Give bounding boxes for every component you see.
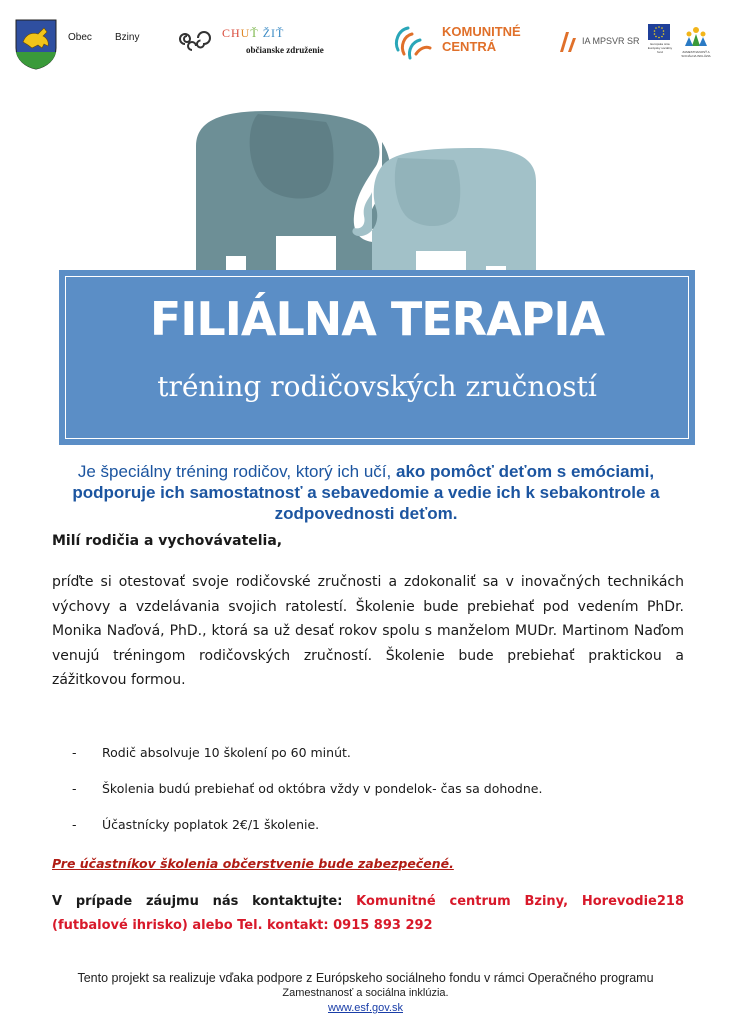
- chut-part-3: Ť: [250, 26, 263, 40]
- bziny-label: Bziny: [115, 32, 140, 43]
- bullet-text: Školenia budú prebiehať od októbra vždy v pondelok- čas sa dohodne.: [102, 781, 543, 796]
- obec-label: Obec: [68, 32, 92, 43]
- bullet-dash: -: [72, 781, 77, 796]
- komunitne-centra-text: [442, 24, 521, 54]
- footer-line-2: Zamestnanosť a sociálna inklúzia.: [282, 987, 449, 999]
- footer-link[interactable]: www.esf.gov.sk: [328, 1002, 403, 1014]
- chut-part-4: ŽIŤ: [262, 26, 285, 40]
- bullet-dash: -: [72, 817, 77, 832]
- title-banner: [59, 270, 695, 445]
- eu-flag-icon: [648, 24, 670, 40]
- refreshment-note: Pre účastníkov školenia občerstvenie bude zabezpečené.: [52, 856, 454, 871]
- bullet-dash: -: [72, 745, 77, 760]
- zamestnanost-logo-icon: [682, 24, 710, 48]
- spiral-logo-icon: [176, 26, 212, 54]
- header: [0, 0, 731, 80]
- eu-caption: Európska únia Európsky sociálny fond: [647, 42, 673, 54]
- komunitne-centra-logo-icon: [390, 20, 434, 60]
- contact-info: [52, 890, 684, 938]
- kc-line-2: CENTRÁ: [442, 39, 497, 54]
- ia-mpsvr-logo-icon: [556, 30, 578, 54]
- chut-zit-title: [222, 26, 284, 41]
- bullet-text: Rodič absolvuje 10 školení po 60 minút.: [102, 745, 351, 760]
- footer: [0, 971, 731, 1016]
- elephants-illustration: [186, 106, 546, 276]
- bullet-list: [72, 745, 672, 853]
- zamestnanost-caption: ZAMESTNANOSŤ A SOCIÁLNA INKLÚZIA: [681, 50, 711, 58]
- list-item: [72, 745, 672, 781]
- banner-subtitle: tréning rodičovských zručností: [157, 370, 597, 403]
- chut-part-2: U: [240, 26, 251, 40]
- main-paragraph: príďte si otestovať svoje rodičovské zručnosti a zdokonaliť sa v inovačných technikách výchovy a vzdelávania svojich ratolestí. Školenie bude prebiehať pod vedením PhDr. Monika Naďová, PhD., ktorá sa už desať rokov spolu s manželom MUDr. Martinom Naďom venujú tréningom rodičovských zručností. Školenie bude prebiehať praktickou a zážitkovou formou.: [52, 574, 684, 688]
- ia-mpsvr-text: IA MPSVR SR: [582, 36, 640, 46]
- contact-prefix: V prípade záujmu nás kontaktujte:: [52, 894, 357, 909]
- list-item: [72, 817, 672, 853]
- intro-part-1: Je špeciálny tréning rodičov, ktorý ich učí,: [77, 462, 396, 481]
- intro-text: [56, 461, 676, 524]
- list-item: [72, 781, 672, 817]
- kc-line-1: KOMUNITNÉ: [442, 24, 521, 39]
- chut-subtitle: občianske združenie: [246, 45, 324, 55]
- bullet-text: Účastnícky poplatok 2€/1 školenie.: [102, 817, 320, 832]
- banner-title: FILIÁLNA TERAPIA: [149, 292, 605, 346]
- intro-part-2: ako pomôcť deťom s emóciami, podporuje ich samostatnosť a sebavedomie a vedie ich k sebakontrole a zodpovednosti deťom.: [72, 462, 660, 523]
- small-elephant-icon: [352, 148, 536, 276]
- contact-details: Komunitné centrum Bziny, Horevodie218 (futbalové ihrisko) alebo Tel. kontakt: 0915 893 292: [52, 894, 685, 933]
- big-elephant-icon: [196, 111, 390, 276]
- greeting: Milí rodičia a vychovávatelia,: [52, 533, 283, 549]
- footer-line-1: Tento projekt sa realizuje vďaka podpore z Európskeho sociálneho fondu v rámci Operačného programu: [77, 971, 654, 985]
- obec-crest-icon: [14, 18, 58, 70]
- chut-part-1: CH: [222, 26, 241, 40]
